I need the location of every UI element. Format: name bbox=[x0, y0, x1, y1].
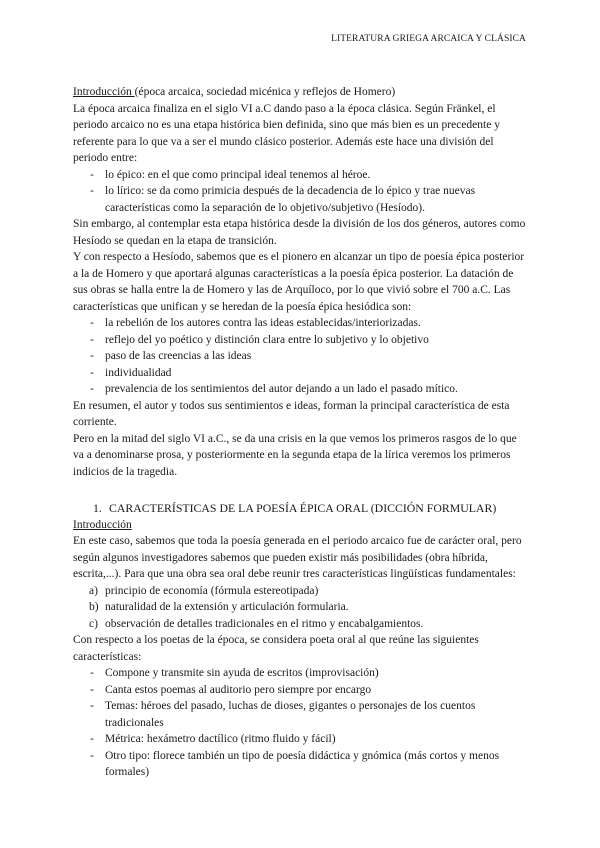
list-item-text: naturalidad de la extensión y articulación formularia. bbox=[105, 601, 349, 613]
list-item: - reflejo del yo poético y distinción clara entre lo subjetivo y lo objetivo bbox=[73, 332, 528, 349]
list-item: - Métrica: hexámetro dactílico (ritmo fluido y fácil) bbox=[73, 731, 528, 748]
list-item-text: observación de detalles tradicionales en el ritmo y encabalgamientos. bbox=[105, 617, 424, 630]
intro-heading-rest: (época arcaica, sociedad micénica y reflejos de Homero) bbox=[134, 86, 396, 98]
list-item: - paso de las creencias a las ideas bbox=[73, 348, 528, 365]
dash-list bbox=[73, 167, 528, 217]
section-subheading: Introducción bbox=[73, 518, 132, 531]
list-item: - la rebelión de los autores contra las ideas establecidas/interiorizadas. bbox=[73, 315, 528, 332]
dash-list bbox=[73, 665, 528, 781]
section-number: 1. bbox=[93, 501, 102, 515]
section-title-text: CARACTERÍSTICAS DE LA POESÍA ÉPICA ORAL (DICCIÓN FORMULAR) bbox=[109, 501, 497, 515]
list-item: - Canta estos poemas al auditorio pero siempre por encargo bbox=[73, 682, 528, 699]
paragraph: Con respecto a los poetas de la época, se considera poeta oral al que reúne las siguientes características: bbox=[73, 634, 479, 663]
intro-heading-underlined: Introducción bbox=[73, 86, 135, 98]
list-item: - lo épico: en el que como principal ideal tenemos al héroe. bbox=[73, 167, 528, 184]
list-item-text: principio de economía (fórmula estereotipada) bbox=[105, 584, 319, 597]
page-content bbox=[73, 84, 528, 781]
page-header: LITERATURA GRIEGA ARCAICA Y CLÁSICA bbox=[331, 34, 526, 44]
list-item: - Compone y transmite sin ayuda de escritos (improvisación) bbox=[73, 665, 528, 682]
paragraph: Y con respecto a Hesíodo, sabemos que es el pionero en alcanzar un tipo de poesía épica posterior a la de Homero y que aportará algunas características a la poesía épica posterior. La datación de sus obras se halla entre la de Homero y las de Arquíloco, por lo que vivió sobre el 700 a.C. Las características que unifican y se heredan de la poesía épica hesiódica son: bbox=[73, 251, 525, 313]
intro-heading bbox=[73, 84, 528, 101]
list-item bbox=[73, 583, 528, 600]
alpha-list bbox=[73, 583, 528, 633]
paragraph: En resumen, el autor y todos sus sentimientos e ideas, forman la principal característica de esta corriente. bbox=[73, 399, 510, 428]
list-item: - Otro tipo: florece también un tipo de poesía didáctica y gnómica (más cortos y menos formales) bbox=[73, 748, 528, 781]
list-marker: c) bbox=[89, 617, 98, 630]
list-marker: b) bbox=[89, 601, 99, 613]
dash-list bbox=[73, 315, 528, 398]
paragraph: La época arcaica finaliza en el siglo VI a.C dando paso a la época clásica. Según Fränkel, el periodo arcaico no es una etapa histórica bien definida, sino que más bien es un precedente y referente para lo que va a ser el mundo clásico posterior. Además este hace una división del periodo entre: bbox=[73, 102, 500, 164]
list-item bbox=[73, 599, 528, 616]
list-item bbox=[73, 616, 528, 633]
list-item: - individualidad bbox=[73, 365, 528, 382]
paragraph: Pero en la mitad del siglo VI a.C., se da una crisis en la que vemos los primeros rasgos de lo que va a denominarse prosa, y posteriormente en la segunda etapa de la lírica veremos los primeros indicios de la tragedia. bbox=[73, 432, 517, 478]
list-item: - Temas: héroes del pasado, luchas de dioses, gigantes o personajes de los cuentos tradicionales bbox=[73, 698, 528, 731]
section-title bbox=[73, 500, 528, 517]
list-item: - lo lírico: se da como primicia después de la decadencia de lo épico y trae nuevas características como la separación de lo objetivo/subjetivo (Hesíodo). bbox=[73, 183, 528, 216]
paragraph: En este caso, sabemos que toda la poesía generada en el periodo arcaico fue de carácter oral, pero según algunos investigadores sabemos que pueden existir más posibilidades (obra híbrida, escrita,...). Para que una obra sea oral debe reunir tres características lingüísticas fundamentales: bbox=[73, 535, 522, 580]
list-marker: a) bbox=[89, 584, 98, 597]
paragraph: Sin embargo, al contemplar esta etapa histórica desde la división de los dos géneros, autores como Hesíodo se quedan en la etapa de transición. bbox=[73, 218, 526, 247]
list-item: - prevalencia de los sentimientos del autor dejando a un lado el pasado mítico. bbox=[73, 381, 528, 398]
